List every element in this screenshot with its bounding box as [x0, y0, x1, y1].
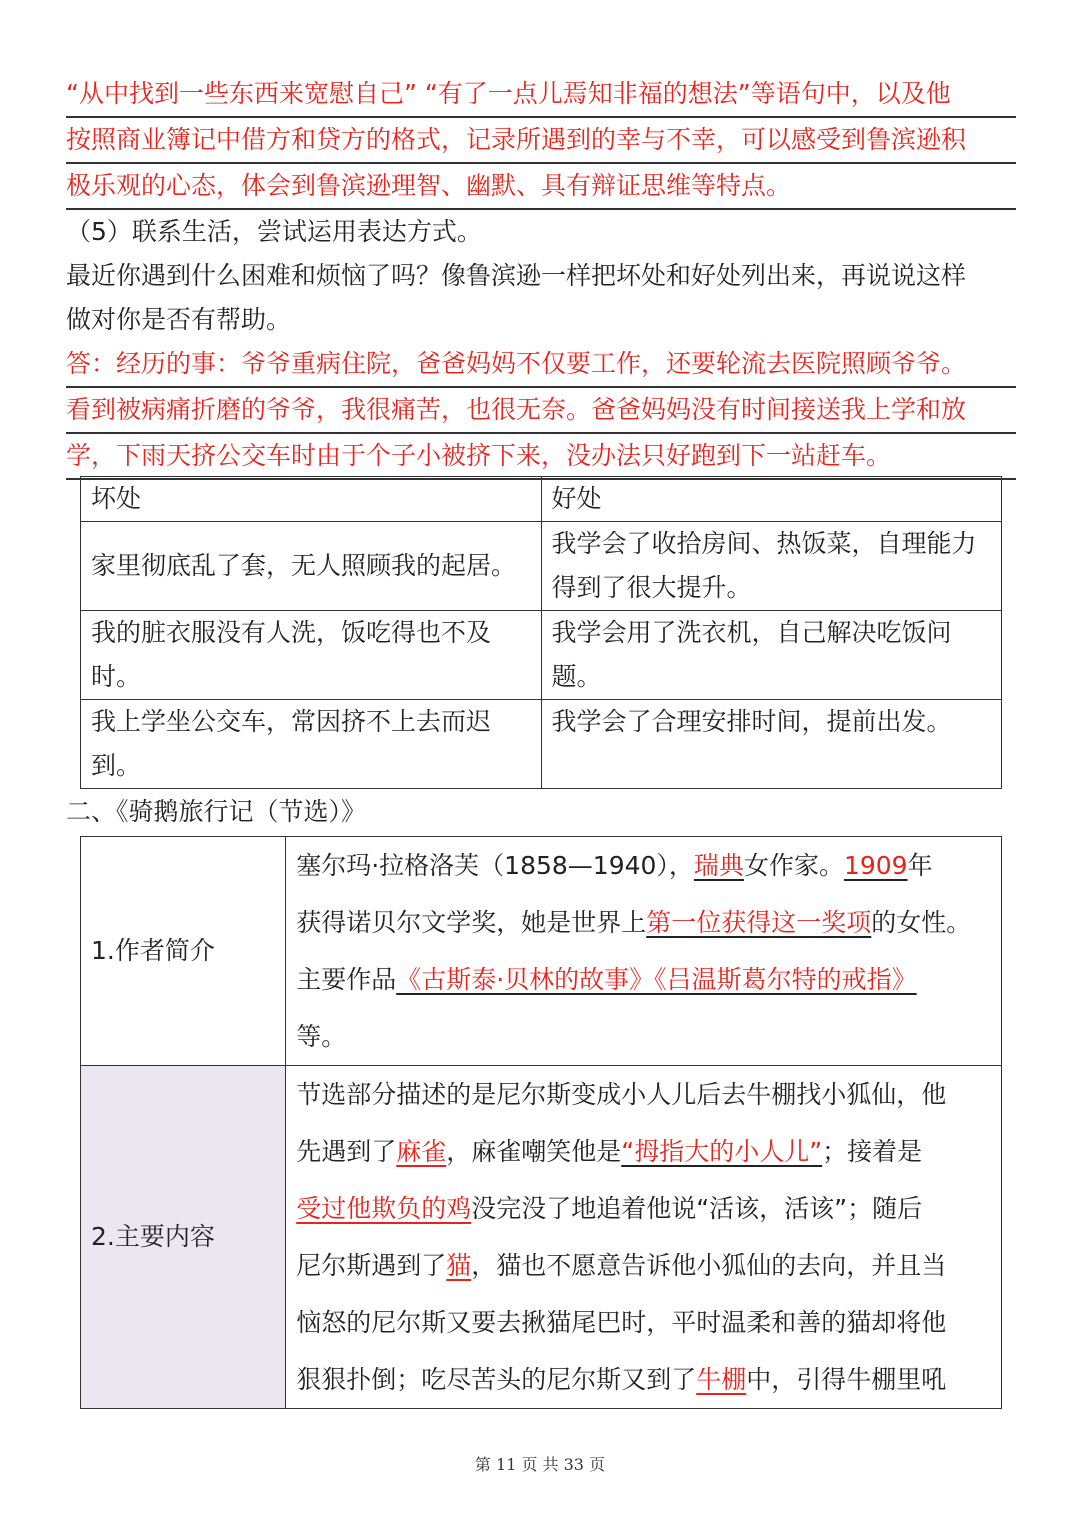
answer-blank: 牛棚	[696, 1365, 747, 1394]
answer-blank: 第一位获得这一奖项	[646, 908, 872, 937]
text: 先遇到了	[296, 1137, 397, 1166]
content-body	[286, 1066, 1002, 1409]
answer-blank: 《古斯泰·贝林的故事》《吕温斯葛尔特的戒指》	[396, 965, 917, 994]
q5-question-line-2: 做对你是否有帮助。	[66, 305, 292, 334]
author-body	[286, 837, 1002, 1066]
bad-line: 我上学坐公交车，常因挤不上去而迟	[91, 707, 492, 736]
author-row	[81, 837, 1002, 1066]
q5-answer-line-1: 答：经历的事：爷爷重病住院，爸爸妈妈不仅要工作，还要轮流去医院照顾爷爷。	[66, 342, 1016, 388]
good-line: 得到了很大提升。	[551, 573, 752, 602]
text-block	[66, 72, 1016, 480]
text: 狠狠扑倒；吃尽苦头的尼尔斯又到了	[296, 1365, 697, 1394]
text: 主要作品	[296, 965, 397, 994]
content-line	[296, 1180, 991, 1237]
q5-question-line-1: 最近你遇到什么困难和烦恼了吗？像鲁滨逊一样把坏处和好处列出来，再说说这样	[66, 261, 967, 290]
table-row	[81, 700, 1002, 789]
text: 尼尔斯遇到了	[296, 1251, 447, 1280]
bad-cell	[81, 611, 542, 700]
content-label: 2.主要内容	[81, 1066, 286, 1409]
bad-cell	[81, 700, 542, 789]
intro-line-1: “从中找到一些东西来宽慰自己” “有了一点儿焉知非福的想法”等语句中，以及他	[66, 72, 1016, 118]
q5-answer-line-2: 看到被病痛折磨的爷爷，我很痛苦，也很无奈。爸爸妈妈没有时间接送我上学和放	[66, 388, 1016, 434]
text: ，猫也不愿意告诉他小狐仙的去向，并且当	[471, 1251, 947, 1280]
header-bad: 坏处	[81, 477, 542, 522]
good-cell	[541, 611, 1002, 700]
answer-blank: 麻雀	[396, 1137, 447, 1166]
bad-line: 到。	[91, 751, 142, 780]
answer-blank: “拇指大的小人儿”	[621, 1137, 823, 1166]
intro-line-3: 极乐观的心态，体会到鲁滨逊理智、幽默、具有辩证思维等特点。	[66, 164, 1016, 210]
book-info-table	[80, 836, 1002, 1409]
content-line	[296, 1123, 991, 1180]
content-line	[296, 1351, 991, 1408]
intro-line-2: 按照商业簿记中借方和贷方的格式，记录所遇到的幸与不幸，可以感受到鲁滨逊积	[66, 118, 1016, 164]
author-line	[296, 837, 991, 894]
answer-blank: 猫	[446, 1251, 472, 1280]
pros-cons-table	[80, 476, 1002, 789]
content-row	[81, 1066, 1002, 1409]
bad-line: 时。	[91, 662, 142, 691]
answer-blank: 受过他欺负的鸡	[296, 1194, 472, 1223]
good-line: 题。	[551, 662, 602, 691]
table-header-row	[81, 477, 1002, 522]
content-line: 节选部分描述的是尼尔斯变成小人儿后去牛棚找小狐仙，他	[296, 1080, 947, 1109]
text: ；接着是	[822, 1137, 923, 1166]
good-line: 我学会了收拾房间、热饭菜，自理能力	[551, 529, 977, 558]
good-line: 我学会用了洗衣机，自己解决吃饭问	[551, 618, 952, 647]
text: 年	[907, 851, 933, 880]
q5-heading: （5）联系生活，尝试运用表达方式。	[66, 217, 482, 246]
content-line: 恼怒的尼尔斯又要去揪猫尾巴时，平时温柔和善的猫却将他	[296, 1308, 947, 1337]
text: 塞尔玛·拉格洛芙（1858—1940），	[296, 851, 694, 880]
text: ，麻雀嘲笑他是	[446, 1137, 622, 1166]
good-cell	[541, 522, 1002, 611]
text: 的女性。	[871, 908, 972, 937]
text: 女作家。	[743, 851, 844, 880]
bad-line: 我的脏衣服没有人洗，饭吃得也不及	[91, 618, 492, 647]
text: 获得诺贝尔文学奖，她是世界上	[296, 908, 647, 937]
answer-blank: 瑞典	[693, 851, 744, 880]
good-cell: 我学会了合理安排时间，提前出发。	[541, 700, 1002, 789]
answer-blank: 1909	[843, 851, 908, 880]
content-line	[296, 1237, 991, 1294]
header-good: 好处	[541, 477, 1002, 522]
q5-answer-line-3: 学，下雨天挤公交车时由于个子小被挤下来，没办法只好跑到下一站赶车。	[66, 434, 1016, 480]
author-label: 1.作者简介	[81, 837, 286, 1066]
page-footer: 第 11 页 共 33 页	[474, 1455, 606, 1474]
author-line	[296, 951, 991, 1008]
text: 中，引得牛棚里吼	[746, 1365, 947, 1394]
table-row	[81, 611, 1002, 700]
text: 等。	[296, 1022, 347, 1051]
text: 没完没了地追着他说“活该，活该”；随后	[471, 1194, 923, 1223]
author-line	[296, 1008, 991, 1065]
section-title: 二、《骑鹅旅行记（节选）》	[66, 797, 367, 826]
table-row	[81, 522, 1002, 611]
bad-cell: 家里彻底乱了套，无人照顾我的起居。	[81, 522, 542, 611]
author-line	[296, 894, 991, 951]
